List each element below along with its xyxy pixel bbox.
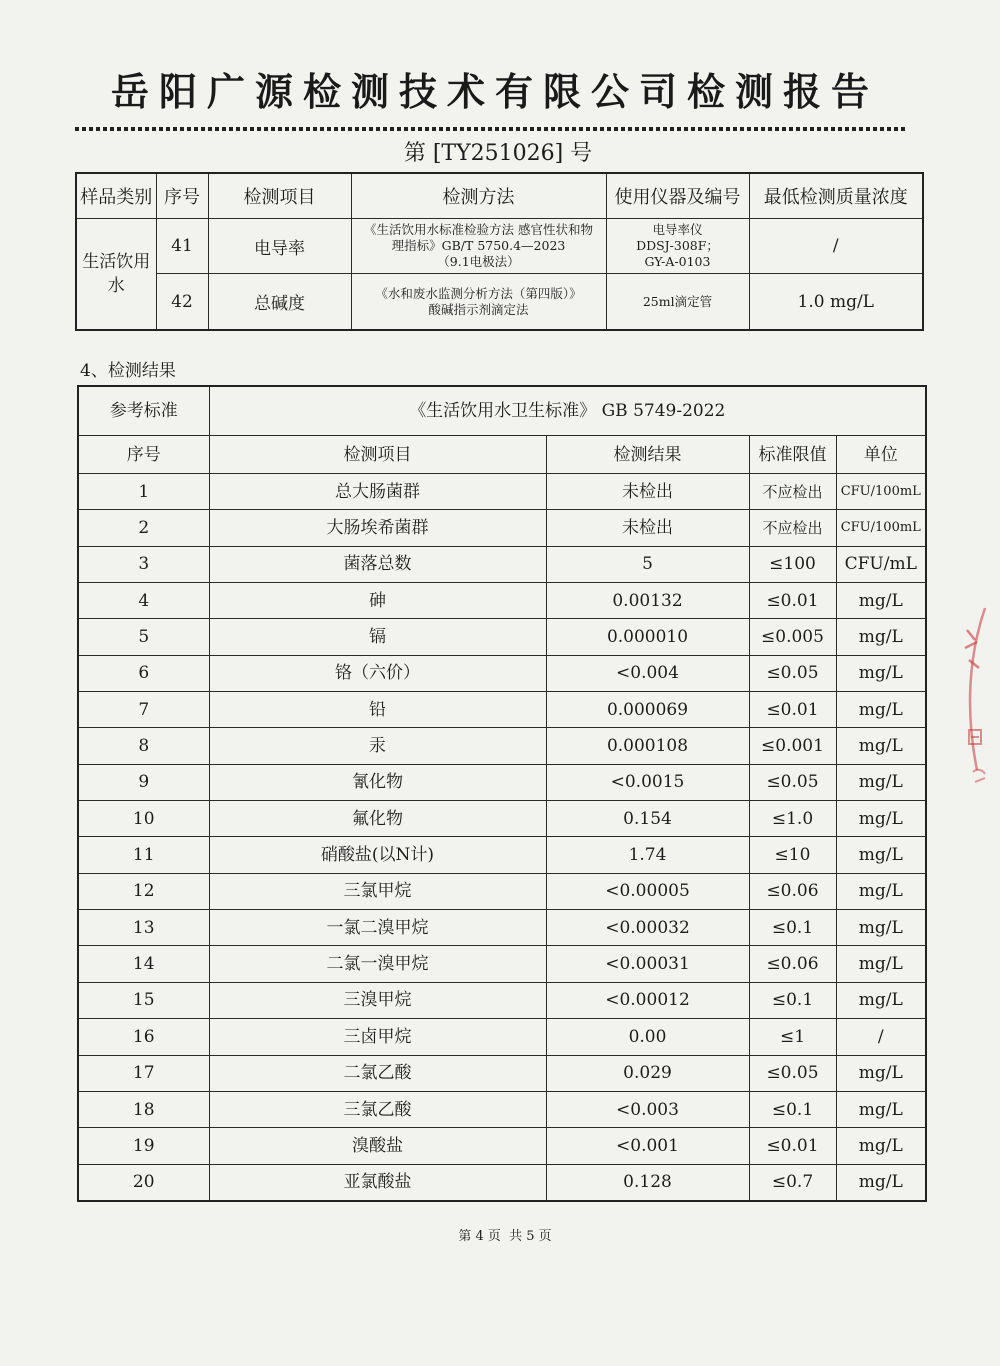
- header-instrument: 使用仪器及编号: [606, 173, 749, 219]
- test-result: 0.00132: [546, 583, 749, 619]
- test-method: [351, 274, 606, 331]
- test-result: 0.154: [546, 801, 749, 837]
- unit: mg/L: [836, 619, 926, 655]
- unit: CFU/100mL: [836, 510, 926, 546]
- test-item: 一氯二溴甲烷: [209, 910, 546, 946]
- standard-limit: ≤0.01: [749, 1128, 836, 1164]
- header-test-method: 检测方法: [351, 173, 606, 219]
- unit: mg/L: [836, 801, 926, 837]
- result-row: [78, 728, 926, 764]
- header-test-item: 检测项目: [209, 436, 546, 474]
- reference-standard: 《生活饮用水卫生标准》 GB 5749-2022: [209, 386, 926, 436]
- test-result: <0.00012: [546, 982, 749, 1018]
- test-item: 硝酸盐(以N计): [209, 837, 546, 873]
- result-row: [78, 910, 926, 946]
- test-item: 铬（六价）: [209, 655, 546, 691]
- standard-limit: ≤0.05: [749, 655, 836, 691]
- row-number: 11: [78, 837, 209, 873]
- unit: /: [836, 1019, 926, 1055]
- result-row: [78, 1091, 926, 1127]
- standard-limit: ≤0.05: [749, 1055, 836, 1091]
- standard-limit: ≤100: [749, 546, 836, 582]
- test-item: 菌落总数: [209, 546, 546, 582]
- test-result: 0.000010: [546, 619, 749, 655]
- report-title: 岳阳广源检测技术有限公司检测报告: [110, 70, 879, 114]
- test-item: 砷: [209, 583, 546, 619]
- unit: mg/L: [836, 837, 926, 873]
- result-row: [78, 873, 926, 909]
- test-item: 三氯甲烷: [209, 873, 546, 909]
- seal-fragment: [955, 600, 1000, 810]
- method-line: （9.1电极法）: [437, 254, 520, 269]
- test-item: 溴酸盐: [209, 1128, 546, 1164]
- row-number: 1: [78, 474, 209, 510]
- result-row: [78, 546, 926, 582]
- report-number: 第 [TY251026] 号: [403, 141, 593, 166]
- results-table: [77, 385, 927, 1202]
- test-result: 未检出: [546, 510, 749, 546]
- min-concentration: /: [749, 219, 923, 274]
- unit: mg/L: [836, 982, 926, 1018]
- test-result: <0.00005: [546, 873, 749, 909]
- standard-limit: ≤0.1: [749, 1091, 836, 1127]
- test-result: <0.00032: [546, 910, 749, 946]
- unit: mg/L: [836, 692, 926, 728]
- unit: CFU/100mL: [836, 474, 926, 510]
- standard-limit: ≤0.01: [749, 692, 836, 728]
- header-test-result: 检测结果: [546, 436, 749, 474]
- row-number: 20: [78, 1164, 209, 1201]
- standard-limit: ≤1: [749, 1019, 836, 1055]
- standard-limit: ≤0.001: [749, 728, 836, 764]
- min-concentration: 1.0 mg/L: [749, 274, 923, 331]
- row-number: 8: [78, 728, 209, 764]
- header-min-concentration: 最低检测质量浓度: [749, 173, 923, 219]
- result-row: [78, 837, 926, 873]
- test-item: 二氯一溴甲烷: [209, 946, 546, 982]
- test-item: 二氯乙酸: [209, 1055, 546, 1091]
- standard-limit: 不应检出: [749, 474, 836, 510]
- header-unit: 单位: [836, 436, 926, 474]
- test-result: <0.004: [546, 655, 749, 691]
- test-result: 1.74: [546, 837, 749, 873]
- result-row: [78, 619, 926, 655]
- row-number: 17: [78, 1055, 209, 1091]
- page-footer: 第 4 页 共 5 页: [458, 1229, 552, 1244]
- unit: mg/L: [836, 1164, 926, 1201]
- result-row: [78, 1055, 926, 1091]
- sample-type-cell: 生活饮用水: [76, 219, 156, 331]
- standard-limit: ≤0.005: [749, 619, 836, 655]
- test-item: 汞: [209, 728, 546, 764]
- standard-limit: ≤0.01: [749, 583, 836, 619]
- instrument-line: DDSJ-308F；: [636, 238, 719, 253]
- unit: mg/L: [836, 1091, 926, 1127]
- unit: mg/L: [836, 764, 926, 800]
- row-number: 12: [78, 873, 209, 909]
- test-result: 0.128: [546, 1164, 749, 1201]
- row-number: 7: [78, 692, 209, 728]
- test-item: 三溴甲烷: [209, 982, 546, 1018]
- test-item: 总大肠菌群: [209, 474, 546, 510]
- result-row: [78, 1019, 926, 1055]
- results-header-row: [78, 436, 926, 474]
- row-number: 4: [78, 583, 209, 619]
- row-number: 3: [78, 546, 209, 582]
- test-result: 0.029: [546, 1055, 749, 1091]
- standard-limit: ≤0.1: [749, 910, 836, 946]
- method-line: 酸碱指示剂滴定法: [428, 301, 529, 317]
- row-number: 14: [78, 946, 209, 982]
- methods-table: [75, 172, 924, 331]
- test-item: 亚氯酸盐: [209, 1164, 546, 1201]
- test-result: 0.000069: [546, 692, 749, 728]
- result-row: [78, 1128, 926, 1164]
- instrument-line: 电导率仪: [652, 222, 703, 237]
- row-number: 16: [78, 1019, 209, 1055]
- test-item: 电导率: [208, 219, 351, 274]
- method-row: [76, 219, 923, 274]
- test-result: <0.001: [546, 1128, 749, 1164]
- test-result: <0.0015: [546, 764, 749, 800]
- result-row: [78, 1164, 926, 1201]
- reference-row: [78, 386, 926, 436]
- unit: mg/L: [836, 655, 926, 691]
- unit: mg/L: [836, 1055, 926, 1091]
- methods-header-row: [76, 173, 923, 219]
- test-item: 氰化物: [209, 764, 546, 800]
- method-line: 《水和废水监测分析方法（第四版）》: [375, 285, 582, 301]
- test-item: 镉: [209, 619, 546, 655]
- standard-limit: 不应检出: [749, 510, 836, 546]
- row-number: 13: [78, 910, 209, 946]
- instrument-line: GY-A-0103: [644, 254, 711, 269]
- row-number: 41: [156, 219, 208, 274]
- result-row: [78, 692, 926, 728]
- unit: mg/L: [836, 946, 926, 982]
- test-result: 0.00: [546, 1019, 749, 1055]
- result-row: [78, 510, 926, 546]
- row-number: 10: [78, 801, 209, 837]
- unit: mg/L: [836, 583, 926, 619]
- result-row: [78, 583, 926, 619]
- result-row: [78, 982, 926, 1018]
- unit: mg/L: [836, 910, 926, 946]
- method-line: 理指标》GB/T 5750.4—2023: [391, 238, 566, 253]
- unit: mg/L: [836, 873, 926, 909]
- test-result: 0.000108: [546, 728, 749, 764]
- test-item: 大肠埃希菌群: [209, 510, 546, 546]
- header-number: 序号: [156, 173, 208, 219]
- instrument-line: 25ml滴定管: [642, 293, 713, 309]
- test-item: 三卤甲烷: [209, 1019, 546, 1055]
- test-item: 三氯乙酸: [209, 1091, 546, 1127]
- unit: mg/L: [836, 728, 926, 764]
- method-row: [76, 274, 923, 331]
- row-number: 5: [78, 619, 209, 655]
- row-number: 6: [78, 655, 209, 691]
- row-number: 15: [78, 982, 209, 1018]
- result-row: [78, 764, 926, 800]
- test-result: 5: [546, 546, 749, 582]
- test-item: 铅: [209, 692, 546, 728]
- result-row: [78, 946, 926, 982]
- unit: CFU/mL: [836, 546, 926, 582]
- dotted-separator: [75, 127, 905, 131]
- standard-limit: ≤0.7: [749, 1164, 836, 1201]
- header-sample-type: 样品类别: [76, 173, 156, 219]
- header-standard-limit: 标准限值: [749, 436, 836, 474]
- standard-limit: ≤10: [749, 837, 836, 873]
- row-number: 18: [78, 1091, 209, 1127]
- standard-limit: ≤0.1: [749, 982, 836, 1018]
- test-item: 氟化物: [209, 801, 546, 837]
- standard-limit: ≤0.05: [749, 764, 836, 800]
- row-number: 9: [78, 764, 209, 800]
- reference-label: 参考标准: [78, 386, 209, 436]
- section-heading: 4、检测结果: [80, 361, 176, 381]
- test-item: 总碱度: [208, 274, 351, 331]
- row-number: 42: [156, 274, 208, 331]
- row-number: 19: [78, 1128, 209, 1164]
- row-number: 2: [78, 510, 209, 546]
- result-row: [78, 801, 926, 837]
- test-result: <0.003: [546, 1091, 749, 1127]
- test-result: <0.00031: [546, 946, 749, 982]
- standard-limit: ≤0.06: [749, 873, 836, 909]
- unit: mg/L: [836, 1128, 926, 1164]
- standard-limit: ≤1.0: [749, 801, 836, 837]
- test-method: [351, 219, 606, 274]
- method-line: 《生活饮用水标准检验方法 感官性状和物: [364, 222, 593, 237]
- header-number: 序号: [78, 436, 209, 474]
- result-row: [78, 474, 926, 510]
- result-row: [78, 655, 926, 691]
- instrument: [606, 219, 749, 274]
- instrument: [606, 274, 749, 331]
- test-result: 未检出: [546, 474, 749, 510]
- standard-limit: ≤0.06: [749, 946, 836, 982]
- header-test-item: 检测项目: [208, 173, 351, 219]
